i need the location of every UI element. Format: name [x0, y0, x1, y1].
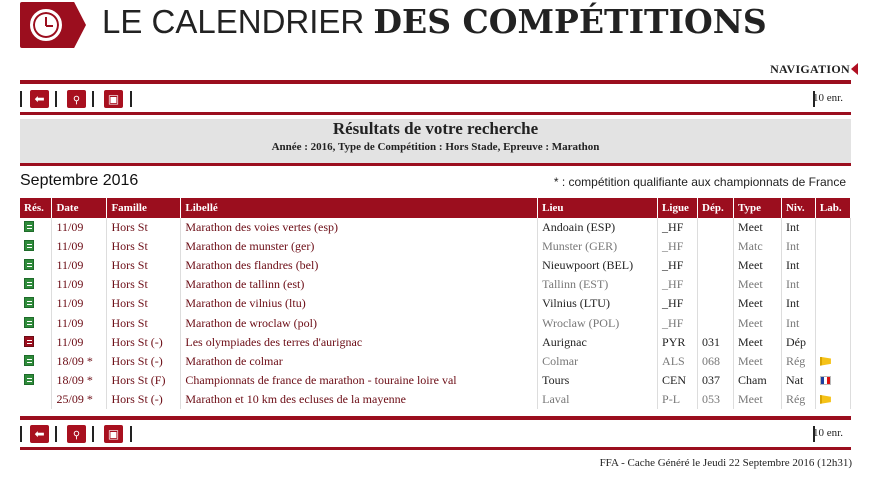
cell-date: 11/09 [52, 294, 107, 313]
cell-lieu: Laval [538, 390, 658, 409]
cell-res[interactable] [20, 313, 52, 332]
cell-type: Meet [734, 313, 782, 332]
cell-niv: Int [781, 275, 815, 294]
col-dep: Dép. [698, 198, 734, 218]
cell-date: 18/09 * [52, 352, 107, 371]
cell-famille: Hors St [107, 313, 181, 332]
document-icon: ▣ [107, 427, 120, 441]
cell-lieu: Wroclaw (POL) [538, 313, 658, 332]
clock-icon [30, 9, 62, 41]
table-row[interactable] [20, 294, 851, 313]
table-row[interactable] [20, 352, 851, 371]
cell-res[interactable] [20, 256, 52, 275]
cell-date: 11/09 [52, 256, 107, 275]
cell-lab [815, 256, 850, 275]
cell-libelle[interactable]: Marathon des voies vertes (esp) [181, 218, 538, 237]
cell-libelle[interactable]: Marathon de wroclaw (pol) [181, 313, 538, 332]
table-row[interactable] [20, 275, 851, 294]
cell-res[interactable] [20, 352, 52, 371]
cell-ligue: _HF [658, 275, 698, 294]
document-icon: ▣ [107, 92, 120, 106]
cell-niv: Int [781, 218, 815, 237]
results-title: Résultats de votre recherche [332, 119, 539, 138]
cell-libelle[interactable]: Marathon de munster (ger) [181, 237, 538, 256]
label-flag-icon [820, 357, 831, 366]
label-flag-icon [820, 395, 831, 404]
back-button[interactable] [30, 425, 49, 443]
print-button[interactable] [104, 425, 123, 443]
cell-type: Meet [734, 352, 782, 371]
footer-cache-info: FFA - Cache Généré le Jeudi 22 Septembre 2016 (12h31) [599, 457, 852, 469]
cell-lieu: Nieuwpoort (BEL) [538, 256, 658, 275]
cell-lieu: Vilnius (LTU) [538, 294, 658, 313]
cell-dep: 031 [698, 333, 734, 352]
divider [20, 80, 851, 84]
table-row[interactable] [20, 237, 851, 256]
col-famille: Famille [107, 198, 181, 218]
cell-lieu: Munster (GER) [538, 237, 658, 256]
divider [20, 112, 851, 115]
cell-dep [698, 237, 734, 256]
cell-ligue: P-L [658, 390, 698, 409]
cell-lieu: Tallinn (EST) [538, 275, 658, 294]
title-bold: DES COMPÉTITIONS [373, 2, 767, 41]
cell-libelle[interactable]: Marathon des flandres (bel) [181, 256, 538, 275]
cell-dep: 068 [698, 352, 734, 371]
table-header-row [20, 198, 851, 218]
cell-lieu: Andoain (ESP) [538, 218, 658, 237]
cell-lab [815, 218, 850, 237]
cell-lieu: Tours [538, 371, 658, 390]
navigation-link[interactable]: NAVIGATION [770, 62, 850, 76]
cell-niv: Rég [781, 390, 815, 409]
cell-lab [815, 371, 850, 390]
cell-ligue: _HF [658, 313, 698, 332]
cell-date: 18/09 * [52, 371, 107, 390]
cell-libelle[interactable]: Marathon et 10 km des ecluses de la mayenne [181, 390, 538, 409]
cell-type: Meet [734, 275, 782, 294]
cell-lab [815, 294, 850, 313]
col-ligue: Ligue [658, 198, 698, 218]
cell-niv: Dép [781, 333, 815, 352]
cell-lab [815, 333, 850, 352]
cell-famille: Hors St [107, 275, 181, 294]
cell-type: Cham [734, 371, 782, 390]
caret-left-icon[interactable] [851, 63, 858, 75]
results-document-icon[interactable] [24, 317, 34, 328]
divider [20, 447, 851, 450]
toolbar-bottom [20, 424, 851, 444]
cell-famille: Hors St [107, 218, 181, 237]
cell-ligue: PYR [658, 333, 698, 352]
cell-lab [815, 275, 850, 294]
cell-dep: 037 [698, 371, 734, 390]
page-title [102, 2, 767, 41]
cell-date: 11/09 [52, 313, 107, 332]
cell-niv: Rég [781, 352, 815, 371]
table-row[interactable] [20, 313, 851, 332]
france-flag-icon [820, 376, 831, 385]
cell-libelle[interactable]: Marathon de tallinn (est) [181, 275, 538, 294]
divider [20, 163, 851, 166]
cell-dep [698, 218, 734, 237]
cell-type: Meet [734, 218, 782, 237]
cell-famille: Hors St (-) [107, 390, 181, 409]
results-document-icon[interactable] [24, 374, 34, 385]
results-document-icon[interactable] [24, 240, 34, 251]
cell-dep [698, 294, 734, 313]
col-lab: Lab. [815, 198, 850, 218]
logo [20, 2, 86, 48]
table-row[interactable] [20, 218, 851, 237]
results-subtitle: Année : 2016, Type de Compétition : Hors Stade, Epreuve : Marathon [271, 141, 600, 153]
cell-type: Meet [734, 390, 782, 409]
table-row[interactable] [20, 390, 851, 409]
col-date: Date [52, 198, 107, 218]
cell-famille: Hors St [107, 294, 181, 313]
cell-libelle[interactable]: Marathon de vilnius (ltu) [181, 294, 538, 313]
cell-res[interactable] [20, 294, 52, 313]
cell-type: Meet [734, 256, 782, 275]
cell-libelle[interactable]: Marathon de colmar [181, 352, 538, 371]
col-type: Type [734, 198, 782, 218]
record-count: 10 enr. [813, 92, 843, 104]
results-document-icon[interactable] [24, 221, 34, 232]
cell-niv: Int [781, 294, 815, 313]
cell-niv: Int [781, 256, 815, 275]
cell-type: Meet [734, 294, 782, 313]
cell-type: Matc [734, 237, 782, 256]
month-heading: Septembre 2016 [20, 172, 139, 189]
divider [20, 416, 851, 420]
cell-date: 25/09 * [52, 390, 107, 409]
table-row[interactable] [20, 333, 851, 352]
cell-niv: Nat [781, 371, 815, 390]
cell-libelle[interactable]: Les olympiades des terres d'aurignac [181, 333, 538, 352]
back-button[interactable] [30, 90, 49, 108]
cell-famille: Hors St [107, 237, 181, 256]
cell-res[interactable] [20, 275, 52, 294]
cell-ligue: CEN [658, 371, 698, 390]
magnifier-icon: ⚲ [72, 95, 81, 106]
page-header [20, 0, 874, 52]
cell-lab [815, 237, 850, 256]
cell-type: Meet [734, 333, 782, 352]
qualification-note: * : compétition qualifiante aux championnats de France [553, 175, 846, 189]
col-res: Rés. [20, 198, 52, 218]
cell-ligue: _HF [658, 256, 698, 275]
arrow-left-icon: ⬅ [34, 92, 45, 106]
cell-lieu: Colmar [538, 352, 658, 371]
col-niv: Niv. [781, 198, 815, 218]
toolbar-top [20, 89, 851, 109]
search-button[interactable] [67, 90, 86, 108]
results-document-icon[interactable] [24, 259, 34, 270]
magnifier-icon: ⚲ [72, 430, 81, 441]
cell-res[interactable] [20, 218, 52, 237]
cell-dep [698, 275, 734, 294]
results-document-icon[interactable] [24, 336, 34, 347]
cell-famille: Hors St (-) [107, 352, 181, 371]
cell-res[interactable] [20, 371, 52, 390]
record-count: 10 enr. [813, 427, 843, 439]
title-light: LE CALENDRIER [102, 3, 365, 40]
cell-res[interactable] [20, 333, 52, 352]
cell-ligue: _HF [658, 218, 698, 237]
cell-niv: Int [781, 313, 815, 332]
cell-ligue: _HF [658, 237, 698, 256]
table-row[interactable] [20, 256, 851, 275]
cell-ligue: ALS [658, 352, 698, 371]
cell-libelle[interactable]: Championnats de france de marathon - touraine loire val [181, 371, 538, 390]
cell-ligue: _HF [658, 294, 698, 313]
cell-lab [815, 352, 850, 371]
col-libelle: Libellé [181, 198, 538, 218]
cell-famille: Hors St [107, 256, 181, 275]
cell-date: 11/09 [52, 275, 107, 294]
cell-date: 11/09 [52, 218, 107, 237]
cell-dep: 053 [698, 390, 734, 409]
cell-lab [815, 390, 850, 409]
results-document-icon[interactable] [24, 278, 34, 289]
table-row[interactable] [20, 371, 851, 390]
cell-lieu: Aurignac [538, 333, 658, 352]
cell-res [20, 390, 52, 409]
results-document-icon[interactable] [24, 355, 34, 366]
cell-date: 11/09 [52, 237, 107, 256]
print-button[interactable] [104, 90, 123, 108]
cell-niv: Int [781, 237, 815, 256]
cell-dep [698, 256, 734, 275]
col-lieu: Lieu [538, 198, 658, 218]
cell-famille: Hors St (-) [107, 333, 181, 352]
results-summary [20, 119, 851, 163]
search-button[interactable] [67, 425, 86, 443]
cell-res[interactable] [20, 237, 52, 256]
cell-date: 11/09 [52, 333, 107, 352]
cell-famille: Hors St (F) [107, 371, 181, 390]
results-table [20, 198, 851, 409]
arrow-left-icon: ⬅ [34, 427, 45, 441]
cell-dep [698, 313, 734, 332]
cell-lab [815, 313, 850, 332]
results-document-icon[interactable] [24, 297, 34, 308]
